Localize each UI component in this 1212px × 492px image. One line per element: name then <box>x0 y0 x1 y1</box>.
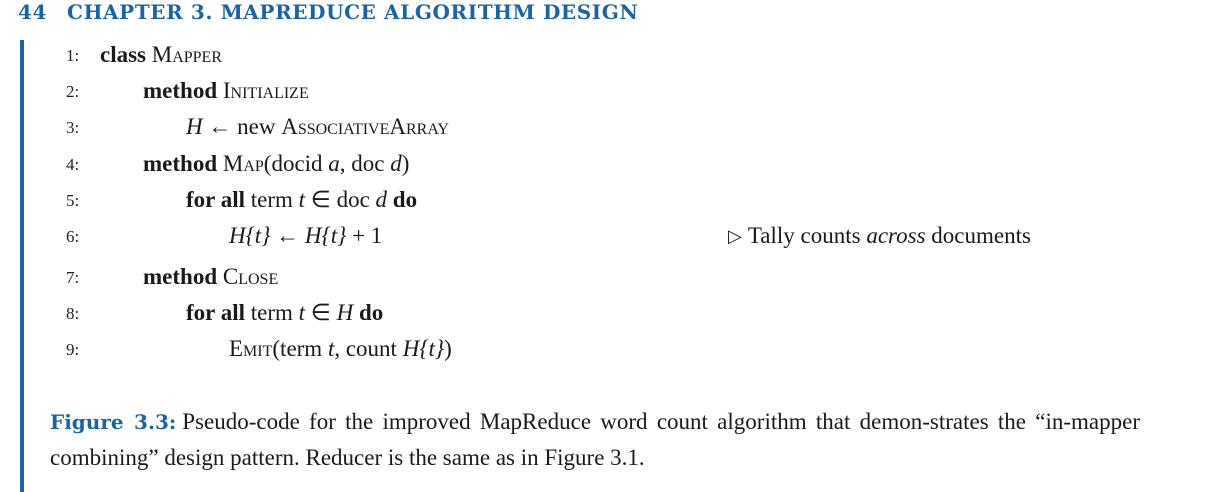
caption-text: Pseudo-code for the improved MapReduce word count algorithm that demon-strates the “in-mapper combining” design pattern. Reducer is the same as in Figure 3.1. <box>50 409 1140 470</box>
code-text: H ← new AssociativeArray <box>186 114 449 139</box>
code-line-1 <box>0 40 1212 76</box>
line-number: 5: <box>66 191 80 210</box>
class-name: Mapper <box>151 42 222 67</box>
code-text: method Map(docid a, doc d) <box>143 151 410 176</box>
line-number: 4: <box>66 155 80 174</box>
function-emit: Emit <box>229 336 273 361</box>
code-line-4 <box>0 149 1212 185</box>
keyword-method: method <box>143 264 218 289</box>
code-line-6 <box>0 221 1212 257</box>
line-number: 6: <box>66 227 80 246</box>
method-name: Close <box>222 264 279 289</box>
line-number: 8: <box>66 304 80 323</box>
line-number: 1: <box>66 46 80 65</box>
keyword-method: method <box>143 151 218 176</box>
code-line-8 <box>0 298 1212 334</box>
keyword-do: do <box>358 300 384 325</box>
keyword-for-all: for all <box>186 187 245 212</box>
code-text: for all term t ∈ H do <box>186 300 384 325</box>
code-line-2 <box>0 76 1212 112</box>
code-line-7 <box>0 262 1212 298</box>
figure-caption <box>50 404 1140 476</box>
method-name: Initialize <box>222 78 309 103</box>
code-line-9 <box>0 334 1212 370</box>
code-line-5 <box>0 185 1212 221</box>
code-line-3 <box>0 112 1212 148</box>
line-number: 3: <box>66 118 80 137</box>
page-number: 44 <box>18 0 48 24</box>
code-text: Emit(term t, count H{t}) <box>229 336 452 361</box>
comment-triangle-icon: ▷ <box>728 226 742 246</box>
type-name: AssociativeArray <box>281 114 449 139</box>
keyword-class: class <box>100 42 146 67</box>
var-h: H <box>186 114 203 139</box>
line-number: 2: <box>66 82 80 101</box>
keyword-for-all: for all <box>186 300 245 325</box>
code-text <box>143 78 309 104</box>
running-header <box>18 0 638 28</box>
code-text <box>100 42 222 68</box>
line-number: 7: <box>66 268 80 287</box>
code-comment: ▷ Tally counts across documents <box>728 223 1031 248</box>
method-name: Map <box>222 151 264 176</box>
code-text: for all term t ∈ doc d do <box>186 187 418 212</box>
code-text <box>143 264 278 290</box>
keyword-do: do <box>392 187 418 212</box>
keyword-method: method <box>143 78 218 103</box>
figure-label: Figure 3.3: <box>50 410 177 434</box>
chapter-title: CHAPTER 3. MAPREDUCE ALGORITHM DESIGN <box>67 0 639 24</box>
code-text: H{t} ← H{t} + 1 <box>229 223 383 248</box>
line-number: 9: <box>66 340 80 359</box>
